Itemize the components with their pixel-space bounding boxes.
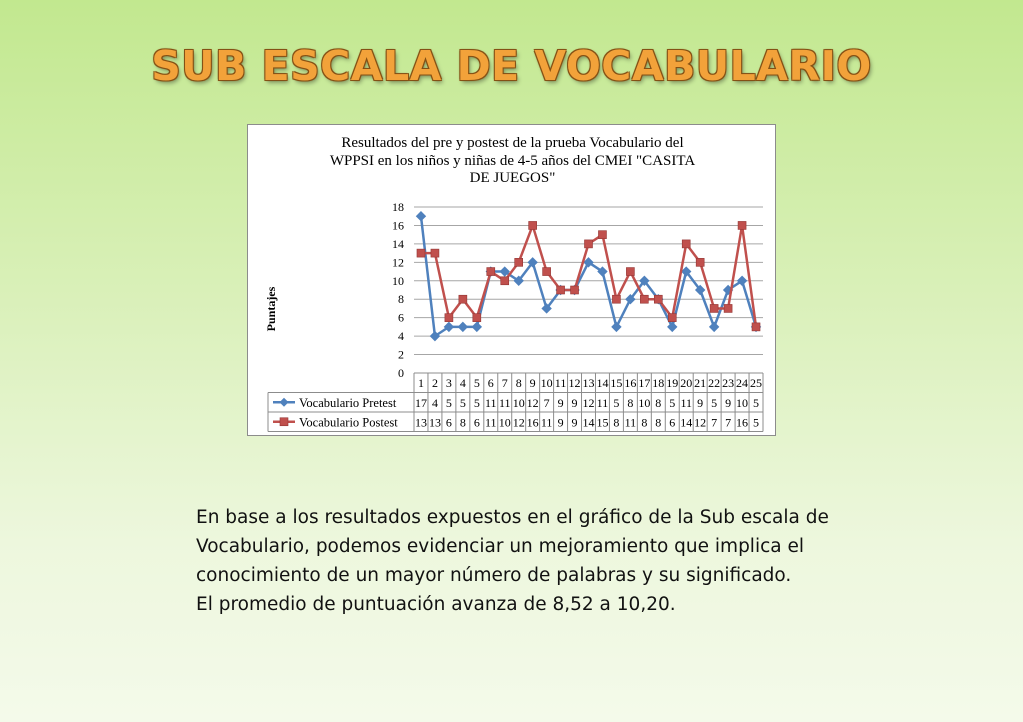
x-tick-label: 22 bbox=[708, 376, 721, 390]
x-tick-label: 4 bbox=[459, 376, 466, 390]
data-point bbox=[626, 268, 634, 276]
average-summary: El promedio de puntuación avanza de 8,52 a 10,20. bbox=[196, 594, 676, 615]
x-tick-label: 8 bbox=[515, 376, 522, 390]
table-value: 9 bbox=[697, 395, 704, 410]
y-tick-label: 10 bbox=[392, 273, 404, 288]
table-value: 7 bbox=[543, 395, 550, 410]
data-point bbox=[598, 231, 606, 239]
table-value: 9 bbox=[557, 415, 564, 430]
x-tick-label: 23 bbox=[722, 376, 735, 390]
data-point bbox=[710, 304, 718, 312]
table-value: 10 bbox=[638, 395, 651, 410]
y-tick-label: 0 bbox=[398, 366, 404, 380]
table-value: 6 bbox=[473, 415, 480, 430]
table-value: 11 bbox=[680, 395, 693, 410]
x-tick-label: 9 bbox=[529, 376, 536, 390]
table-value: 10 bbox=[498, 415, 511, 430]
x-tick-label: 18 bbox=[652, 376, 665, 390]
x-tick-label: 11 bbox=[554, 376, 567, 390]
x-tick-label: 7 bbox=[501, 376, 508, 390]
x-tick-label: 16 bbox=[624, 376, 637, 390]
data-point bbox=[752, 323, 760, 331]
y-tick-label: 14 bbox=[392, 236, 404, 251]
data-point bbox=[654, 295, 662, 303]
table-value: 11 bbox=[540, 415, 553, 430]
data-point bbox=[696, 258, 704, 266]
data-point bbox=[458, 322, 467, 331]
data-point bbox=[515, 258, 523, 266]
x-tick-label: 10 bbox=[540, 376, 553, 390]
x-tick-label: 19 bbox=[666, 376, 679, 390]
x-tick-label: 14 bbox=[596, 376, 609, 390]
line-chart bbox=[248, 125, 777, 437]
table-value: 16 bbox=[526, 415, 539, 430]
data-point bbox=[487, 268, 495, 276]
table-value: 4 bbox=[431, 395, 438, 410]
table-value: 7 bbox=[725, 415, 732, 430]
chart-container bbox=[247, 124, 776, 436]
table-value: 8 bbox=[655, 395, 662, 410]
data-point bbox=[416, 212, 425, 221]
table-value: 5 bbox=[613, 395, 620, 410]
legend-marker bbox=[280, 398, 289, 407]
table-value: 9 bbox=[571, 415, 578, 430]
chart-title-line-2: WPPSI en los niños y niñas de 4-5 años del CMEI "CASITA bbox=[329, 152, 696, 169]
table-value: 9 bbox=[557, 395, 564, 410]
data-point bbox=[585, 240, 593, 248]
y-tick-label: 6 bbox=[398, 310, 404, 325]
table-value: 9 bbox=[571, 395, 578, 410]
data-point bbox=[543, 268, 551, 276]
table-value: 8 bbox=[613, 415, 620, 430]
table-value: 5 bbox=[459, 395, 466, 410]
table-value: 11 bbox=[498, 395, 511, 410]
x-tick-label: 1 bbox=[417, 376, 424, 390]
x-tick-label: 12 bbox=[568, 376, 581, 390]
table-value: 7 bbox=[711, 415, 718, 430]
table-value: 12 bbox=[582, 395, 595, 410]
table-value: 16 bbox=[736, 415, 749, 430]
x-tick-label: 17 bbox=[638, 376, 651, 390]
table-value: 8 bbox=[655, 415, 662, 430]
y-tick-label: 8 bbox=[398, 292, 404, 307]
table-value: 5 bbox=[753, 395, 760, 410]
table-value: 8 bbox=[627, 395, 634, 410]
table-value: 8 bbox=[641, 415, 648, 430]
y-tick-label: 4 bbox=[398, 329, 404, 344]
x-tick-label: 5 bbox=[473, 376, 480, 390]
table-value: 11 bbox=[484, 395, 497, 410]
table-value: 13 bbox=[414, 415, 427, 430]
data-point bbox=[682, 240, 690, 248]
y-axis-label: Puntajes bbox=[264, 286, 278, 332]
x-tick-label: 15 bbox=[610, 376, 623, 390]
data-point bbox=[640, 295, 648, 303]
table-value: 13 bbox=[428, 415, 441, 430]
data-point bbox=[501, 277, 509, 285]
table-value: 5 bbox=[753, 415, 760, 430]
x-tick-label: 24 bbox=[736, 376, 749, 390]
table-value: 14 bbox=[582, 415, 595, 430]
table-value: 5 bbox=[669, 395, 676, 410]
table-value: 11 bbox=[624, 415, 637, 430]
table-value: 12 bbox=[526, 395, 539, 410]
chart-title-line-1: Resultados del pre y postest de la prueba Vocabulario del bbox=[341, 135, 684, 151]
y-tick-label: 2 bbox=[398, 347, 404, 362]
data-point bbox=[459, 295, 467, 303]
data-point bbox=[431, 249, 439, 257]
table-value: 12 bbox=[512, 415, 525, 430]
x-tick-label: 13 bbox=[582, 376, 595, 390]
table-value: 10 bbox=[736, 395, 749, 410]
table-value: 6 bbox=[445, 415, 452, 430]
data-point bbox=[612, 295, 620, 303]
x-tick-label: 20 bbox=[680, 376, 693, 390]
data-point bbox=[445, 314, 453, 322]
x-tick-label: 2 bbox=[431, 376, 438, 390]
table-value: 10 bbox=[512, 395, 525, 410]
x-tick-label: 6 bbox=[487, 376, 494, 390]
slide-title: SUB ESCALA DE VOCABULARIO bbox=[151, 42, 872, 90]
table-value: 12 bbox=[694, 415, 707, 430]
data-point bbox=[473, 314, 481, 322]
body-text bbox=[196, 503, 896, 619]
table-value: 5 bbox=[711, 395, 718, 410]
y-tick-label: 18 bbox=[392, 200, 404, 214]
legend-label: Vocabulario Pretest bbox=[299, 395, 397, 410]
data-point bbox=[417, 249, 425, 257]
data-point bbox=[668, 322, 677, 331]
table-value: 9 bbox=[725, 395, 732, 410]
data-point bbox=[668, 314, 676, 322]
table-value: 11 bbox=[596, 395, 609, 410]
data-point bbox=[710, 322, 719, 331]
legend-marker bbox=[280, 418, 288, 426]
table-value: 15 bbox=[596, 415, 609, 430]
data-point bbox=[724, 304, 732, 312]
data-point bbox=[529, 221, 537, 229]
y-tick-label: 16 bbox=[392, 218, 404, 233]
data-point bbox=[612, 322, 621, 331]
table-value: 6 bbox=[669, 415, 676, 430]
table-value: 11 bbox=[484, 415, 497, 430]
table-value: 17 bbox=[414, 395, 427, 410]
table-value: 8 bbox=[459, 415, 466, 430]
table-value: 5 bbox=[473, 395, 480, 410]
chart-title-line-3: DE JUEGOS" bbox=[469, 170, 556, 186]
data-point bbox=[557, 286, 565, 294]
data-point bbox=[738, 221, 746, 229]
conclusion-paragraph: En base a los resultados expuestos en el gráfico de la Sub escala de Vocabulario, podemos evidenciar un mejoramiento que implica el conocimiento de un mayor número de palabras y su significado. bbox=[196, 507, 829, 586]
table-value: 14 bbox=[680, 415, 693, 430]
table-value: 5 bbox=[445, 395, 452, 410]
data-point bbox=[571, 286, 579, 294]
x-tick-label: 3 bbox=[445, 376, 452, 390]
x-tick-label: 21 bbox=[694, 376, 707, 390]
y-tick-label: 12 bbox=[392, 255, 404, 270]
data-point bbox=[472, 322, 481, 331]
x-tick-label: 25 bbox=[750, 376, 763, 390]
legend-label: Vocabulario Postest bbox=[299, 415, 398, 430]
